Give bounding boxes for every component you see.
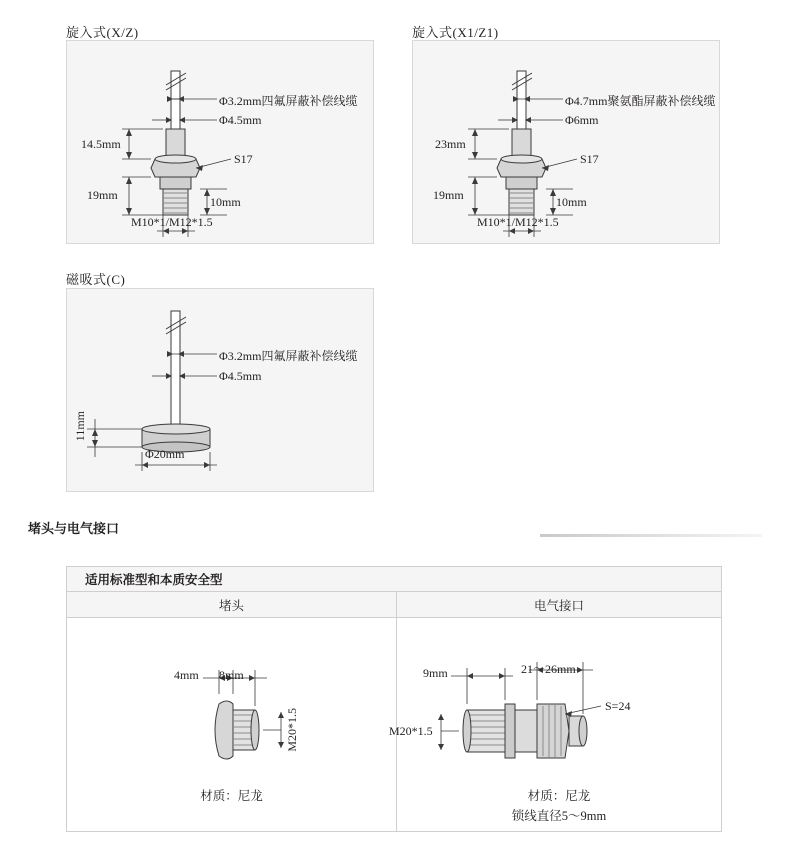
- panel-title-magnetic: 磁吸式(C): [66, 272, 126, 287]
- table-col-plug: 堵头: [67, 592, 397, 617]
- table-title-row: [67, 567, 721, 592]
- label-dim3-xz: 10mm: [210, 195, 241, 209]
- label-hex-xz: S17: [234, 152, 253, 166]
- label-plug-thread: M20*1.5: [285, 708, 299, 752]
- label-cable-xz: Φ3.2mm四氟屏蔽补偿线缆: [219, 94, 358, 108]
- label-dim1-magnetic: 11mm: [73, 411, 87, 442]
- label-cable-x1z1: Φ4.7mm聚氨酯屏蔽补偿线缆: [565, 94, 716, 108]
- panel-title-screw-x1z1: 旋入式(X1/Z1): [412, 25, 499, 40]
- label-dim3-x1z1: 10mm: [556, 195, 587, 209]
- label-plug-dim-b: 8mm: [219, 668, 244, 682]
- label-diameter-x1z1: Φ6mm: [565, 113, 599, 127]
- panel-title-screw-xz: 旋入式(X/Z): [66, 25, 139, 40]
- label-dim2-xz: 19mm: [87, 188, 118, 202]
- label-interface-dim-a: 9mm: [423, 666, 448, 680]
- label-dim2-x1z1: 19mm: [433, 188, 464, 202]
- label-thread-xz: M10*1/M12*1.5: [131, 215, 213, 229]
- label-dim1-x1z1: 23mm: [435, 137, 466, 151]
- label-hex-x1z1: S17: [580, 152, 599, 166]
- panel-screw-x1z1: [412, 40, 720, 244]
- table-body: [67, 618, 721, 831]
- plug-cell: [67, 618, 397, 831]
- label-cable-magnetic: Φ3.2mm四氟屏蔽补偿线缆: [219, 349, 358, 363]
- panel-magnetic: [66, 288, 374, 492]
- label-diameter-xz: Φ4.5mm: [219, 113, 262, 127]
- label-plug-dim-a: 4mm: [174, 668, 199, 682]
- label-interface-dim-b: 21～26mm: [521, 662, 576, 676]
- table-title: 适用标准型和本质安全型: [85, 573, 223, 587]
- table-header-row: [67, 592, 721, 618]
- label-dim2-magnetic: Φ20mm: [145, 447, 185, 461]
- interface-caption-material: 材质：尼龙: [527, 789, 591, 803]
- plug-interface-table: [66, 566, 722, 832]
- interface-cell: [389, 618, 721, 831]
- label-spanner-size: S=24: [605, 699, 631, 713]
- table-col-interface: 电气接口: [533, 598, 584, 613]
- panel-screw-xz: [66, 40, 374, 244]
- section-heading: 堵头与电气接口: [28, 521, 120, 536]
- label-dim1-xz: 14.5mm: [81, 137, 121, 151]
- interface-caption-cable-range: 锁线直径5～9mm: [511, 809, 607, 823]
- label-diameter-magnetic: Φ4.5mm: [219, 369, 262, 383]
- drawing-magnetic: [67, 289, 373, 491]
- label-thread-x1z1: M10*1/M12*1.5: [477, 215, 559, 229]
- plug-caption: 材质：尼龙: [200, 789, 263, 803]
- section-rule: [540, 534, 762, 537]
- label-interface-thread: M20*1.5: [389, 724, 433, 738]
